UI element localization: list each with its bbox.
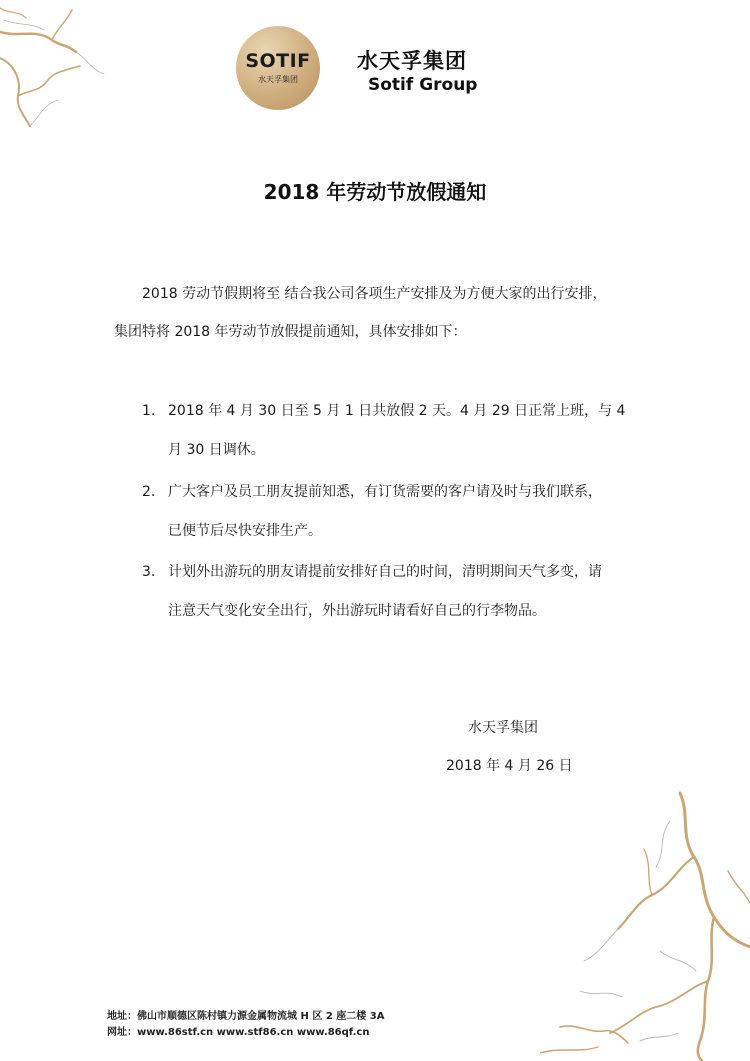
item-text-line-2: 月 30 日调休。 [168,442,265,458]
brand-name-english: Sotif Group [368,75,478,95]
signature-organization: 水天孚集团 [468,720,538,736]
signature-date: 2018 年 4 月 26 日 [446,758,573,774]
item-text-line-2: 已便节后尽快安排生产。 [168,523,322,539]
logo-subtitle: 水天孚集团 [258,75,298,84]
item-number: 3. [142,564,156,580]
item-text-line-1: 2018 年 4 月 30 日至 5 月 1 日共放假 2 天。4 月 29 日正常上班，与 4 [168,403,626,419]
logo-emblem [236,26,320,110]
footer-websites: 网址：www.86stf.cn www.stf86.cn www.86qf.cn [107,1027,370,1038]
brand-name-chinese: 水天孚集团 [357,49,467,73]
intro-line-2: 集团特将 2018 年劳动节放假提前通知，具体安排如下： [114,324,467,340]
item-text-line-1: 计划外出游玩的朋友请提前安排好自己的时间，清明期间天气多变，请 [168,564,602,580]
notice-title: 2018 年劳动节放假通知 [263,180,487,204]
intro-line-1: 2018 劳动节假期将至 结合我公司各项生产安排及为方便大家的出行安排， [142,286,607,302]
footer-address: 地址：佛山市顺德区陈村镇力源金属物流城 H 区 2 座二楼 3A [107,1011,385,1022]
item-number: 2. [142,484,156,500]
item-number: 1. [142,403,156,419]
marble-decoration-bottom-right [540,791,750,1061]
item-text-line-2: 注意天气变化安全出行，外出游玩时请看好自己的行李物品。 [168,603,546,619]
logo-mark: SOTIF [245,50,311,72]
marble-decoration-top-left [0,0,110,130]
item-text-line-1: 广大客户及员工朋友提前知悉，有订货需要的客户请及时与我们联系， [168,484,602,500]
